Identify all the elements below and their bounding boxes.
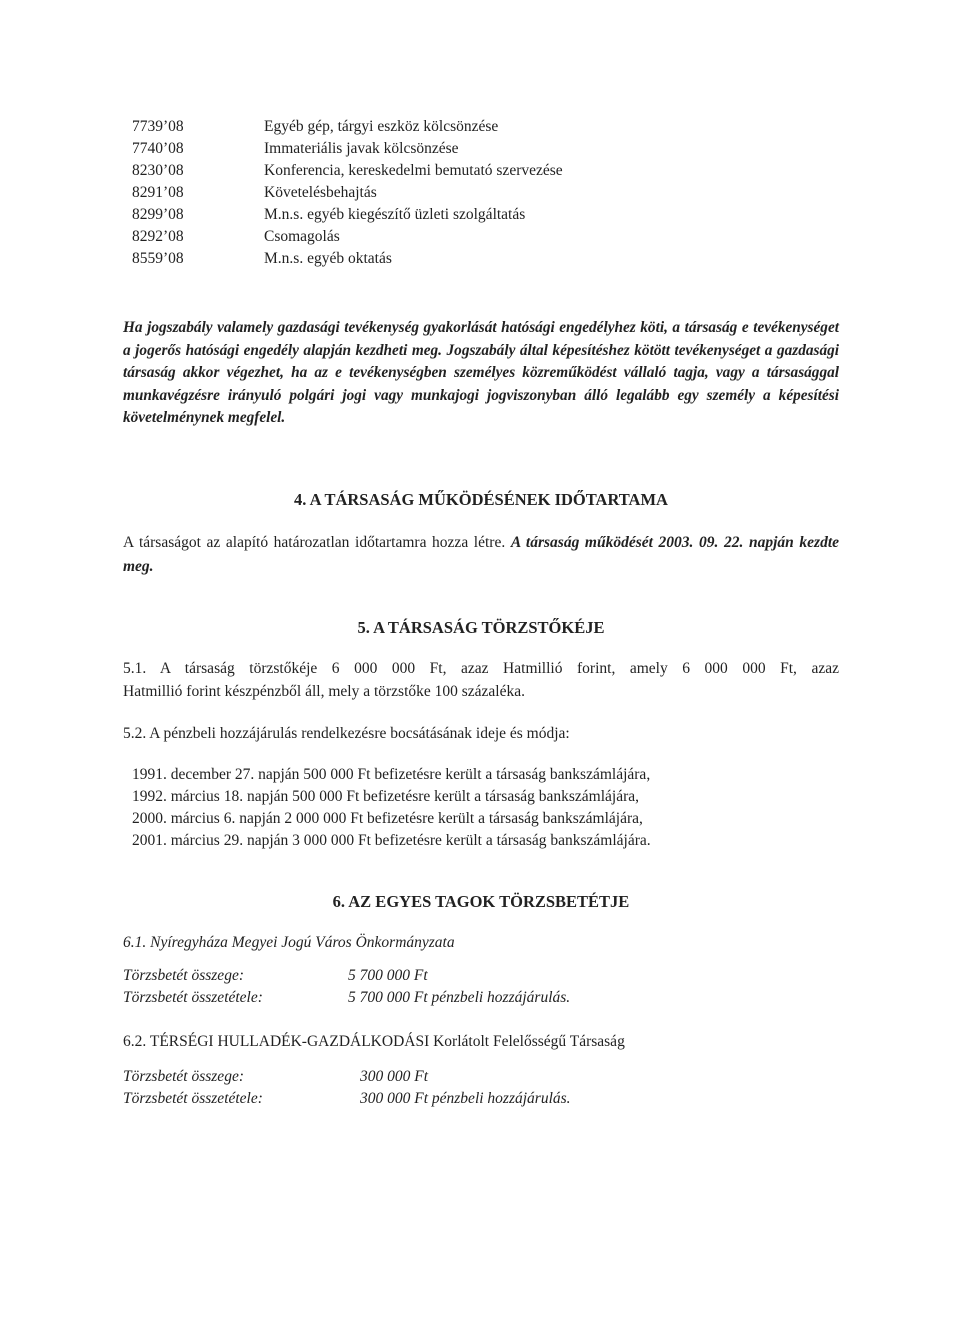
contribution-composition-label: Törzsbetét összetétele: bbox=[123, 989, 263, 1006]
member-1-title: 6.1. Nyíregyháza Megyei Jogú Város Önkormányzata bbox=[123, 934, 455, 951]
activity-row bbox=[132, 226, 832, 248]
activity-code: 8299’08 bbox=[132, 206, 184, 223]
payment-item: 1991. december 27. napján 500 000 Ft befizetésre került a társaság bankszámlájára, bbox=[132, 766, 651, 783]
section-5-1-line-1: 5.1. A társaság törzstőkéje 6 000 000 Ft, azaz Hatmillió forint, amely 6 000 000 Ft, azaz bbox=[123, 660, 839, 677]
license-paragraph: Ha jogszabály valamely gazdasági tevékenység gyakorlását hatósági engedélyhez köti, a társaság e tevékenységet a jogerős hatósági engedély alapján kezdheti meg. Jogszabály által képesítéshez kötött tevékenységet a gazdasági társaság akkor végezhet, ha az e tevékenységben személyes közreműködést vállaló tagja, vagy a társasággal munkavégzésre irányuló polgári jogi vagy munkajogi jogviszonyban álló legalább egy személy a képesítési követelménynek megfelel. bbox=[123, 319, 839, 426]
activity-code: 8292’08 bbox=[132, 228, 184, 245]
contribution-amount-value: 5 700 000 Ft bbox=[348, 967, 428, 984]
activity-description: Immateriális javak kölcsönzése bbox=[264, 140, 459, 157]
activity-code: 7739’08 bbox=[132, 118, 184, 135]
contribution-amount-label: Törzsbetét összege: bbox=[123, 1068, 244, 1085]
contribution-amount-label: Törzsbetét összege: bbox=[123, 967, 244, 984]
section-4-start-date: A társaság működését 2003. 09. 22. napján kezdte meg. bbox=[123, 534, 840, 575]
payment-item: 2001. március 29. napján 3 000 000 Ft befizetésre került a társaság bankszámlájára. bbox=[132, 832, 651, 849]
activity-description: M.n.s. egyéb kiegészítő üzleti szolgáltatás bbox=[264, 206, 526, 223]
member-1-details bbox=[123, 965, 839, 1009]
contribution-composition-label: Törzsbetét összetétele: bbox=[123, 1090, 263, 1107]
payment-item: 2000. március 6. napján 2 000 000 Ft befizetésre került a társaság bankszámlájára, bbox=[132, 810, 643, 827]
activity-description: Követelésbehajtás bbox=[264, 184, 377, 201]
activity-code: 8230’08 bbox=[132, 162, 184, 179]
member-2-details bbox=[123, 1066, 839, 1110]
member-2-title: 6.2. TÉRSÉGI HULLADÉK-GAZDÁLKODÁSI Korlátolt Felelősségű Társaság bbox=[123, 1033, 625, 1050]
payment-item: 1992. március 18. napján 500 000 Ft befizetésre került a társaság bankszámlájára, bbox=[132, 788, 640, 805]
activity-list bbox=[132, 116, 832, 270]
section-6-heading: 6. AZ EGYES TAGOK TÖRZSBETÉTJE bbox=[332, 892, 630, 911]
activity-description: Csomagolás bbox=[264, 228, 340, 245]
contribution-composition-value: 5 700 000 Ft pénzbeli hozzájárulás. bbox=[348, 989, 571, 1006]
payment-list bbox=[132, 764, 832, 852]
section-4-text bbox=[123, 531, 839, 579]
activity-code: 8559’08 bbox=[132, 250, 184, 267]
section-5-2-text: 5.2. A pénzbeli hozzájárulás rendelkezésre bocsátásának ideje és módja: bbox=[123, 725, 570, 742]
activity-description: Egyéb gép, tárgyi eszköz kölcsönzése bbox=[264, 118, 499, 135]
activity-row bbox=[132, 248, 832, 270]
activity-code: 8291’08 bbox=[132, 184, 184, 201]
activity-row bbox=[132, 116, 832, 138]
contribution-amount-row bbox=[123, 1066, 839, 1088]
activity-row bbox=[132, 138, 832, 160]
activity-row bbox=[132, 182, 832, 204]
section-4-heading: 4. A TÁRSASÁG MŰKÖDÉSÉNEK IDŐTARTAMA bbox=[294, 490, 668, 509]
contribution-amount-value: 300 000 Ft bbox=[360, 1068, 429, 1085]
contribution-composition-row bbox=[123, 987, 839, 1009]
activity-row bbox=[132, 160, 832, 182]
activity-code: 7740’08 bbox=[132, 140, 184, 157]
contribution-amount-row bbox=[123, 965, 839, 987]
contribution-composition-value: 300 000 Ft pénzbeli hozzájárulás. bbox=[360, 1090, 571, 1107]
activity-description: M.n.s. egyéb oktatás bbox=[264, 250, 392, 267]
section-4-plain-text: A társaságot az alapító határozatlan időtartamra hozza létre. bbox=[123, 534, 511, 551]
section-5-heading: 5. A TÁRSASÁG TÖRZSTŐKÉJE bbox=[357, 618, 605, 637]
activity-description: Konferencia, kereskedelmi bemutató szervezése bbox=[264, 162, 563, 179]
section-5-1-line-2: Hatmillió forint készpénzből áll, mely a törzstőke 100 százaléka. bbox=[123, 683, 526, 700]
activity-row bbox=[132, 204, 832, 226]
contribution-composition-row bbox=[123, 1088, 839, 1110]
